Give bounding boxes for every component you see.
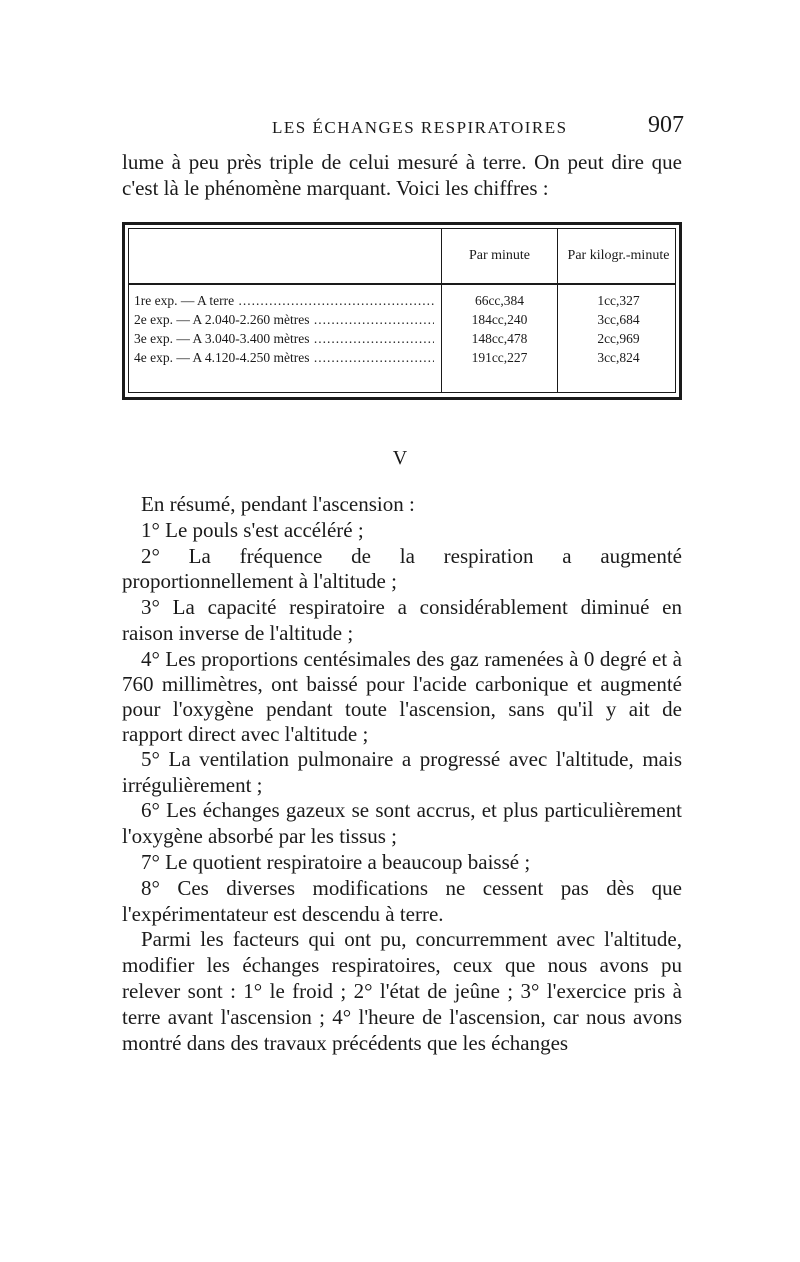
summary-item: 2° La fréquence de la respiration a augmenté proportionnellement à l'altitude ; [122, 543, 682, 594]
value-per-kg-minute: 1cc,327 [597, 293, 640, 308]
summary-item: 4° Les proportions centésimales des gaz ramenées à 0 degré et à 760 millimètres, ont baissé pour l'acide carbonique et augmenté pour l'oxygène pendant toute l'ascension, sans qu'il y ait de rapport direct avec l'altitude ; [122, 646, 682, 746]
section-number: V [392, 447, 408, 469]
row-label: 2e exp. — A 2.040-2.260 mètres ..... [134, 310, 434, 329]
row-label: 4e exp. — A 4.120-4.250 mètres ..... [134, 348, 434, 367]
summary-lead: En résumé, pendant l'ascension : [141, 492, 415, 516]
value-per-minute: 184cc,240 [471, 312, 528, 327]
summary-section [122, 492, 682, 1056]
table-row [129, 329, 675, 348]
running-title: LES ÉCHANGES RESPIRATOIRES [272, 118, 568, 137]
summary-item: 8° Ces diverses modifications ne cessent pas dès que l'expérimentateur est descendu à terre. [122, 875, 682, 926]
closing-paragraph: Parmi les facteurs qui ont pu, concurremment avec l'altitude, modifier les échanges respiratoires, ceux que nous avons pu relever sont : 1° le froid ; 2° l'état de jeûne ; 3° l'exercice pris à terre avant l'ascension ; 4° l'heure de l'ascension, car nous avons montré dans des travaux précédents que les échanges [122, 927, 682, 1055]
value-per-kg-minute: 2cc,969 [597, 331, 640, 346]
row-label: 3e exp. — A 3.040-3.400 mètres ..... [134, 329, 434, 348]
header-per-kg-minute: Par kilogr.-minute [567, 248, 670, 263]
running-head [122, 112, 684, 142]
table-row [129, 348, 675, 367]
row-label: 1re exp. — A terre ..... [134, 291, 434, 310]
intro-paragraph [122, 150, 682, 202]
value-per-kg-minute: 3cc,824 [597, 350, 640, 365]
value-per-kg-minute: 3cc,684 [597, 312, 640, 327]
summary-item: 3° La capacité respiratoire a considérablement diminué en raison inverse de l'altitude ; [122, 595, 682, 645]
summary-item: 5° La ventilation pulmonaire a progressé avec l'altitude, mais irrégulièrement ; [122, 746, 682, 797]
table-row [129, 291, 675, 310]
value-per-minute: 66cc,384 [474, 293, 525, 308]
respiration-table [122, 222, 682, 400]
summary-item: 6° Les échanges gazeux se sont accrus, et plus particulièrement l'oxygène absorbé par les tissus ; [122, 798, 682, 849]
table-frame [128, 228, 676, 393]
value-per-minute: 191cc,227 [471, 350, 528, 365]
intro-text: lume à peu près triple de celui mesuré à terre. On peut dire que c'est là le phénomène marquant. Voici les chiffres : [122, 150, 682, 200]
header-per-minute: Par minute [468, 248, 531, 263]
summary-item: 1° Le pouls s'est accéléré ; [141, 517, 364, 542]
summary-item: 7° Le quotient respiratoire a beaucoup baissé ; [141, 849, 531, 874]
page-number: 907 [648, 112, 684, 138]
table-row [129, 310, 675, 329]
value-per-minute: 148cc,478 [471, 331, 528, 346]
